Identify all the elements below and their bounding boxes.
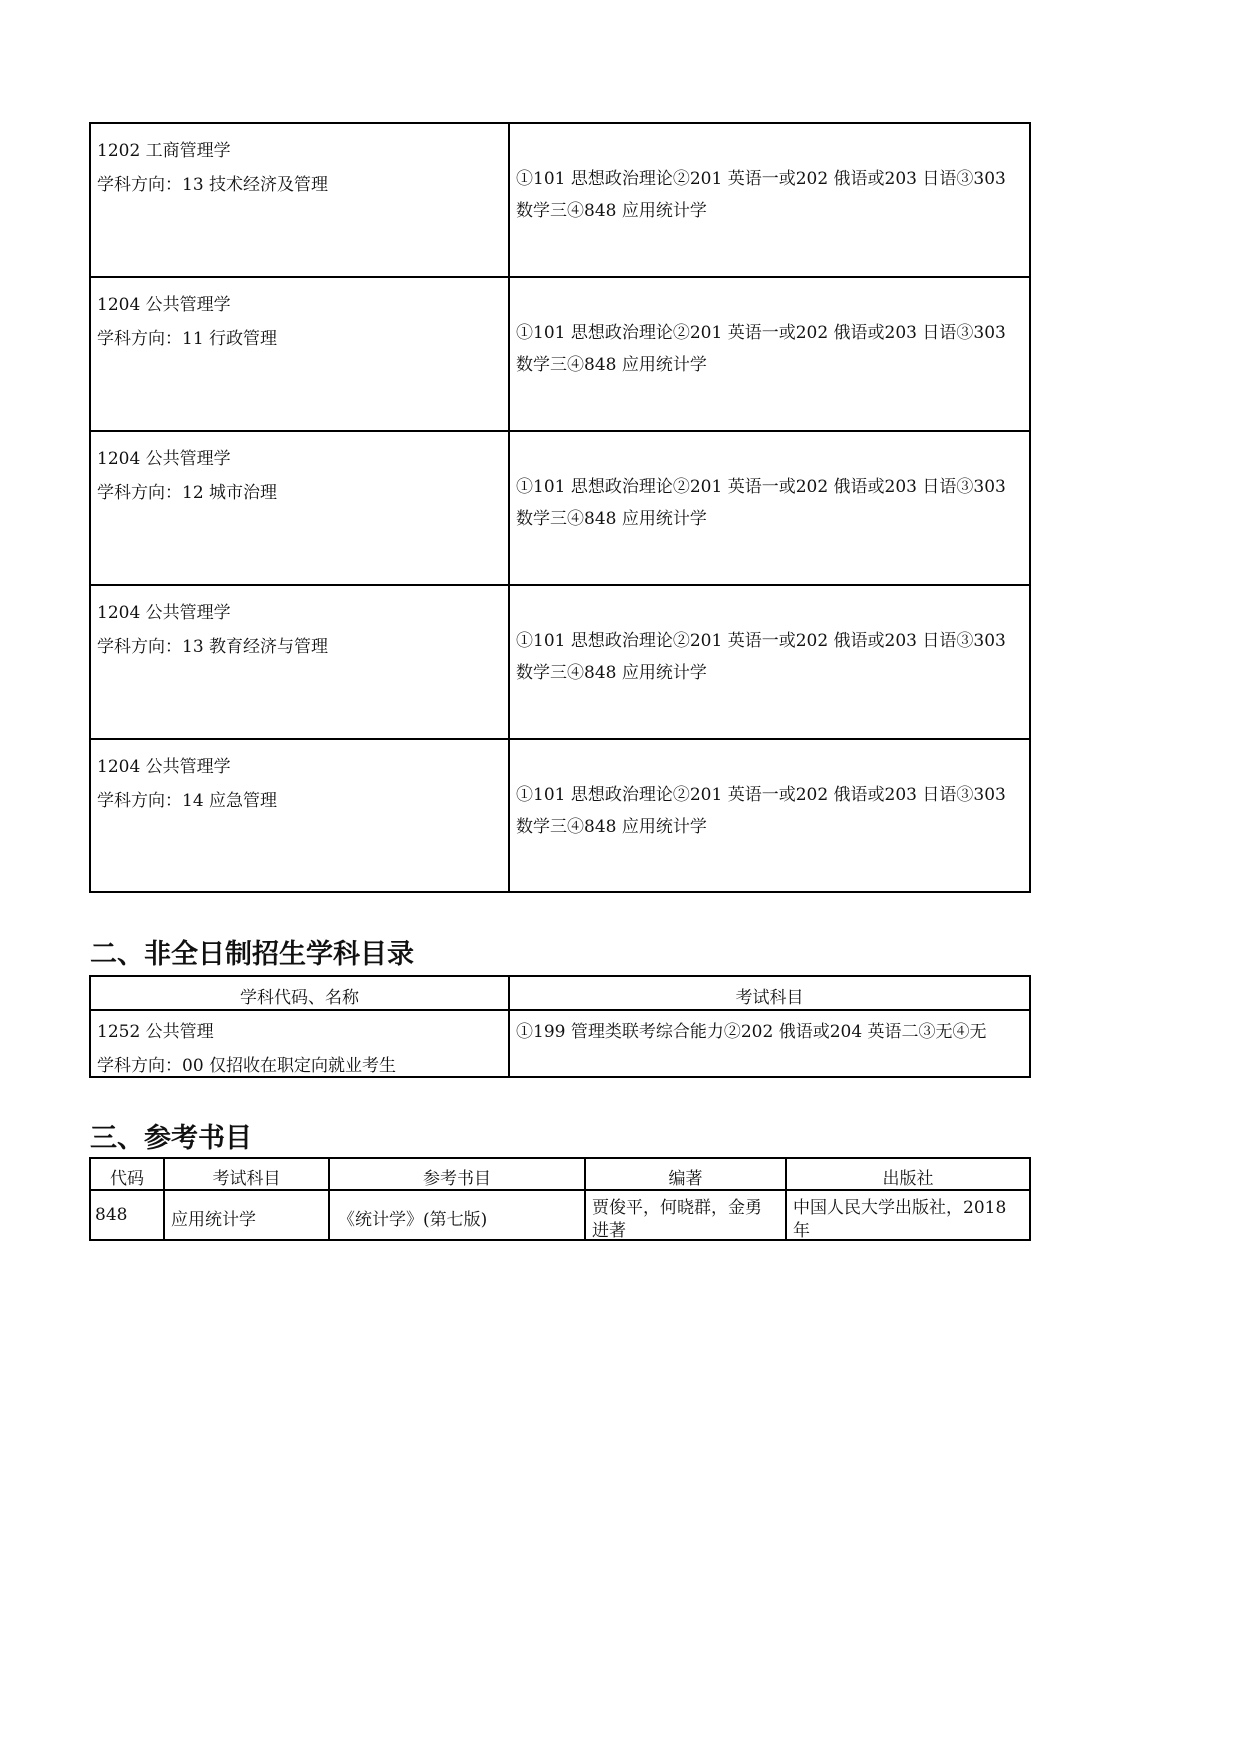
- header-subject: 考试科目: [212, 1169, 281, 1189]
- author-line-1: 贾俊平，何晓群，金勇: [592, 1198, 762, 1218]
- exam-subjects-line-2: 数学三④848 应用统计学: [516, 355, 707, 375]
- table-row: [91, 1011, 1029, 1076]
- exam-subjects-line-2: 数学三④848 应用统计学: [516, 509, 707, 529]
- table-row: [91, 586, 1029, 740]
- code-name: 1204 公共管理学: [97, 603, 231, 623]
- code-name: 1252 公共管理: [97, 1022, 214, 1042]
- direction: 学科方向：00 仅招收在职定向就业考生: [97, 1056, 397, 1076]
- header-code: 代码: [110, 1169, 144, 1189]
- exam-subjects-line-2: 数学三④848 应用统计学: [516, 663, 707, 683]
- exam-subjects-line-1: ①101 思想政治理论②201 英语一或202 俄语或203 日语③303: [516, 631, 1006, 651]
- header-code-name: 学科代码、名称: [240, 988, 359, 1008]
- exam-subjects-line-1: ①101 思想政治理论②201 英语一或202 俄语或203 日语③303: [516, 323, 1006, 343]
- code-name: 1202 工商管理学: [97, 141, 231, 161]
- table-row: [91, 278, 1029, 432]
- code-name: 1204 公共管理学: [97, 757, 231, 777]
- direction: 学科方向：12 城市治理: [97, 483, 278, 503]
- book: 《统计学》(第七版): [338, 1210, 488, 1230]
- code-name: 1204 公共管理学: [97, 449, 231, 469]
- exam-subjects: ①199 管理类联考综合能力②202 俄语或204 英语二③无④无: [516, 1022, 987, 1042]
- part-time-heading: 二、非全日制招生学科目录: [90, 939, 414, 970]
- header-author: 编著: [668, 1169, 703, 1189]
- exam-subjects-line-1: ①101 思想政治理论②201 英语一或202 俄语或203 日语③303: [516, 785, 1006, 805]
- table-row: [91, 1191, 1029, 1239]
- code-name: 1204 公共管理学: [97, 295, 231, 315]
- table-header-row: [91, 977, 1029, 1011]
- direction: 学科方向：13 教育经济与管理: [97, 637, 329, 657]
- exam-subjects-line-2: 数学三④848 应用统计学: [516, 201, 707, 221]
- subject: 应用统计学: [171, 1210, 256, 1230]
- header-publisher: 出版社: [882, 1169, 934, 1189]
- header-book: 参考书目: [423, 1169, 491, 1189]
- header-exam: 考试科目: [735, 988, 804, 1008]
- table-row: [91, 432, 1029, 586]
- table-row: [91, 124, 1029, 278]
- direction: 学科方向：14 应急管理: [97, 791, 278, 811]
- part-time-catalog-table: [89, 975, 1031, 1078]
- table-header-row: [91, 1159, 1029, 1191]
- code: 848: [95, 1205, 128, 1225]
- exam-subjects-line-1: ①101 思想政治理论②201 英语一或202 俄语或203 日语③303: [516, 169, 1006, 189]
- publisher-line-1: 中国人民大学出版社，2018: [793, 1198, 1007, 1218]
- table-row: [91, 740, 1029, 891]
- direction: 学科方向：13 技术经济及管理: [97, 175, 329, 195]
- publisher-line-2: 年: [793, 1221, 810, 1241]
- author-line-2: 进著: [592, 1221, 626, 1241]
- direction: 学科方向：11 行政管理: [97, 329, 278, 349]
- references-heading: 三、参考书目: [90, 1123, 252, 1154]
- full-time-catalog-table: [89, 122, 1031, 893]
- reference-books-table: [89, 1157, 1031, 1241]
- exam-subjects-line-1: ①101 思想政治理论②201 英语一或202 俄语或203 日语③303: [516, 477, 1006, 497]
- exam-subjects-line-2: 数学三④848 应用统计学: [516, 817, 707, 837]
